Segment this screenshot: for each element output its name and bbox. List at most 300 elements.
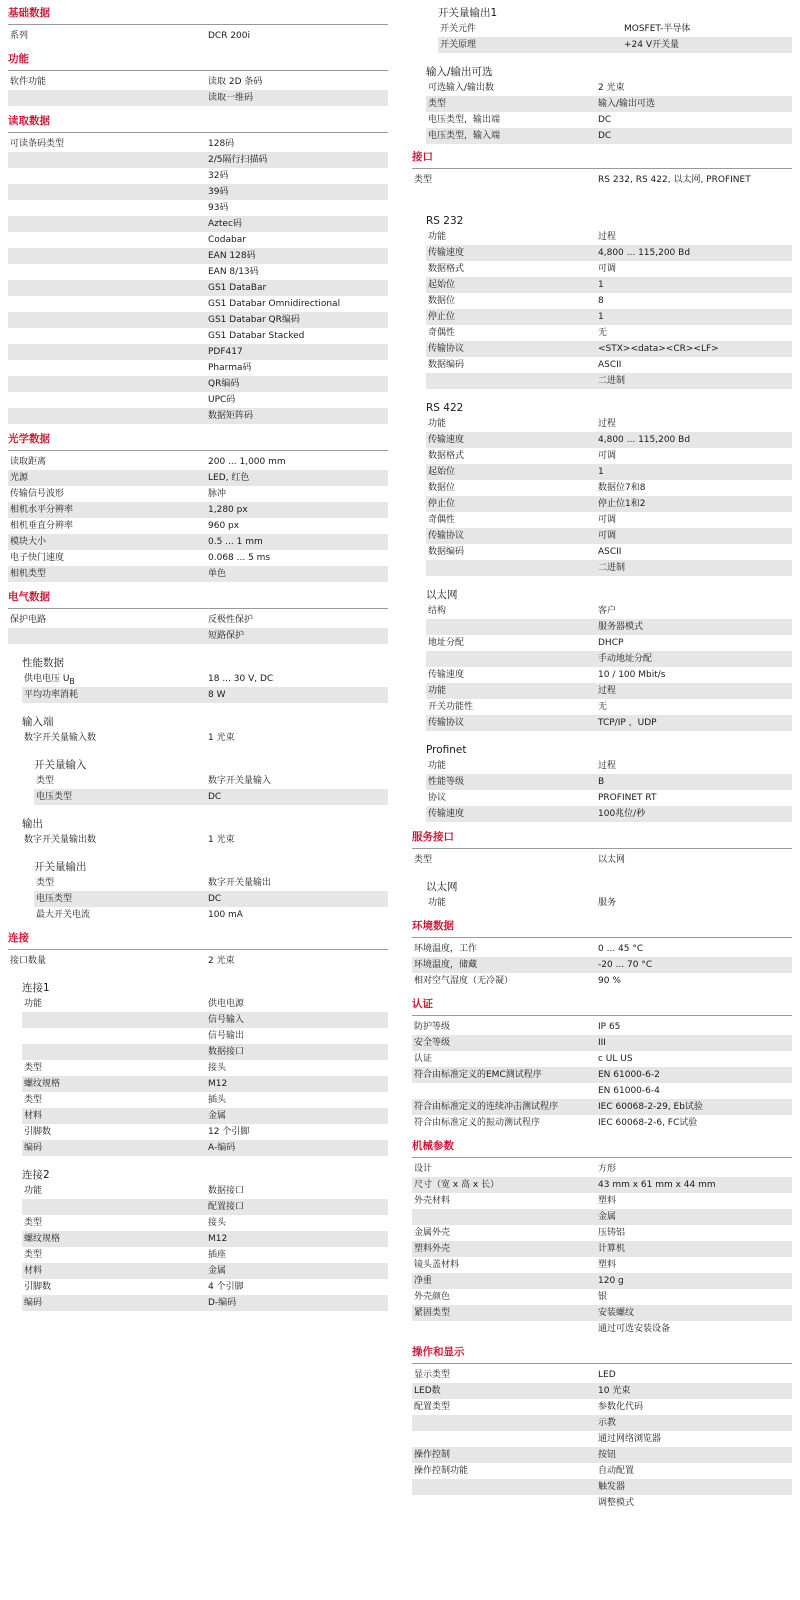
spec-row (412, 1399, 792, 1415)
spec-group (8, 953, 388, 969)
spec-label: 类型 (24, 1218, 43, 1228)
spec-label: 数据编码 (428, 360, 465, 370)
spec-value: GS1 Databar QR编码 (208, 315, 300, 325)
spec-row (22, 1295, 388, 1311)
spec-label (8, 392, 206, 408)
spec-value: 120 g (598, 1276, 624, 1286)
spec-label: 系列 (10, 31, 29, 41)
spec-value: 手动地址分配 (598, 654, 653, 664)
spec-row (426, 341, 792, 357)
spec-row (8, 550, 388, 566)
spec-value: 停止位1和2 (598, 499, 646, 509)
spec-group (412, 852, 792, 868)
spec-value: IP 65 (598, 1022, 621, 1032)
spec-row (8, 470, 388, 486)
spec-row (412, 1305, 792, 1321)
spec-group (412, 1019, 792, 1131)
spec-row (22, 1231, 388, 1247)
spec-group (412, 1161, 792, 1337)
spec-label: 材料 (24, 1111, 43, 1121)
spec-label (412, 1083, 596, 1099)
spec-row (426, 480, 792, 496)
spec-value: 示教 (598, 1418, 617, 1428)
spec-label: 传输信号波形 (10, 489, 65, 499)
spec-label (8, 408, 206, 424)
spec-label: 相机水平分辨率 (10, 505, 74, 515)
spec-label (8, 360, 206, 376)
spec-label: 功能 (428, 686, 447, 696)
spec-row (426, 128, 792, 144)
spec-row (412, 852, 792, 868)
spec-row (22, 1199, 388, 1215)
spec-value: 接头 (208, 1063, 227, 1073)
spec-label: 电子快门速度 (10, 553, 65, 563)
section-title: 环境数据 (412, 919, 792, 938)
spec-group (438, 6, 792, 53)
spec-label (8, 264, 206, 280)
section-title: 功能 (8, 52, 388, 71)
section-title: 认证 (412, 997, 792, 1016)
spec-row (8, 248, 388, 264)
spec-value: 数据位7和8 (598, 483, 646, 493)
spec-row (426, 528, 792, 544)
spec-row (412, 1225, 792, 1241)
spec-row (412, 1415, 792, 1431)
spec-row (412, 1367, 792, 1383)
spec-group (22, 817, 388, 848)
spec-row (412, 1099, 792, 1115)
spec-value: 1 (598, 280, 604, 290)
spec-row (412, 973, 792, 989)
spec-group (22, 656, 388, 703)
group-subtitle: 开关量输入 (34, 759, 87, 771)
spec-value: 可调 (598, 264, 617, 274)
spec-label: 数据格式 (428, 264, 465, 274)
spec-row (426, 432, 792, 448)
spec-label (426, 619, 596, 635)
spec-row (8, 360, 388, 376)
spec-row (34, 891, 388, 907)
spec-value: 插座 (208, 1250, 227, 1260)
spec-row (426, 603, 792, 619)
spec-label: 符合由标准定义的振动测试程序 (414, 1118, 541, 1128)
spec-value: 8 (598, 296, 604, 306)
spec-row (426, 277, 792, 293)
spec-value: IEC 60068-2-29, Eb试验 (598, 1102, 703, 1112)
spec-row (22, 1247, 388, 1263)
spec-value: EAN 8/13码 (208, 267, 259, 277)
spec-label: 奇偶性 (428, 328, 456, 338)
spec-row (8, 216, 388, 232)
spec-row (412, 957, 792, 973)
spec-section (412, 150, 792, 822)
section-title: 机械参数 (412, 1139, 792, 1158)
spec-label: 相对空气湿度（无冷凝） (414, 976, 514, 986)
spec-value: +24 V开关量 (624, 40, 680, 50)
spec-value: 单色 (208, 569, 227, 579)
spec-row (426, 229, 792, 245)
spec-row (426, 560, 792, 576)
right-column (412, 0, 792, 1511)
spec-value: PROFINET RT (598, 793, 657, 803)
spec-row (426, 806, 792, 822)
spec-value: 1,280 px (208, 505, 248, 515)
spec-label (8, 296, 206, 312)
spec-value: 安装螺纹 (598, 1308, 635, 1318)
group-subtitle: 输入端 (22, 716, 54, 728)
spec-section (8, 6, 388, 44)
spec-value: ASCII (598, 547, 622, 557)
spec-label: 奇偶性 (428, 515, 456, 525)
spec-value: 2 光束 (598, 83, 625, 93)
spec-section (412, 1139, 792, 1337)
spec-group (8, 74, 388, 106)
spec-group (22, 715, 388, 746)
spec-row (426, 774, 792, 790)
spec-label: 功能 (24, 1186, 43, 1196)
spec-row (8, 502, 388, 518)
spec-value: 32码 (208, 171, 229, 181)
spec-section (412, 6, 792, 144)
spec-row (8, 486, 388, 502)
spec-row (22, 730, 388, 746)
spec-row (22, 1140, 388, 1156)
spec-value: 8 W (208, 690, 226, 700)
spec-label: 显示类型 (414, 1370, 451, 1380)
spec-label: 编码 (24, 1143, 43, 1153)
spec-row (412, 1161, 792, 1177)
spec-value: 43 mm x 61 mm x 44 mm (598, 1180, 716, 1190)
spec-row (22, 1060, 388, 1076)
spec-row (8, 264, 388, 280)
spec-row (8, 296, 388, 312)
spec-label: 起始位 (428, 280, 456, 290)
spec-label: 类型 (414, 175, 433, 185)
spec-value: 服务 (598, 898, 617, 908)
spec-label: 数据位 (428, 483, 456, 493)
spec-row (426, 635, 792, 651)
spec-row (22, 996, 388, 1012)
spec-row (426, 245, 792, 261)
spec-label (22, 1044, 206, 1060)
spec-value: 数据矩阵码 (208, 411, 254, 421)
spec-row (412, 1495, 792, 1511)
spec-value: 39码 (208, 187, 229, 197)
spec-group (34, 758, 388, 805)
spec-value: Aztec码 (208, 219, 242, 229)
spec-row (22, 1092, 388, 1108)
spec-value: 0.068 ... 5 ms (208, 553, 271, 563)
spec-label (8, 248, 206, 264)
spec-label (412, 1495, 596, 1511)
spec-row (8, 534, 388, 550)
spec-value: 4,800 ... 115,200 Bd (598, 435, 691, 445)
spec-label: 电压类型，输出端 (428, 115, 501, 125)
spec-value: III (598, 1038, 606, 1048)
group-subtitle: Profinet (426, 744, 467, 756)
spec-label (8, 168, 206, 184)
spec-value: TCP/IP ，UDP (598, 718, 657, 728)
spec-label: 电压类型 (36, 894, 73, 904)
spec-value: 可调 (598, 451, 617, 461)
spec-value: 18 ... 30 V, DC (208, 674, 274, 684)
spec-value: 1 (598, 312, 604, 322)
spec-label: 数据格式 (428, 451, 465, 461)
spec-section (8, 590, 388, 923)
spec-value: 金属 (208, 1266, 227, 1276)
spec-value: 128码 (208, 139, 235, 149)
spec-label (22, 1199, 206, 1215)
spec-label: 可读条码类型 (10, 139, 65, 149)
spec-label (412, 1415, 596, 1431)
spec-label (8, 184, 206, 200)
spec-label: 净重 (414, 1276, 433, 1286)
spec-label: 传输速度 (428, 435, 465, 445)
section-title: 电气数据 (8, 590, 388, 609)
spec-label: 外壳材料 (414, 1196, 451, 1206)
spec-value: 1 (598, 467, 604, 477)
spec-row (8, 184, 388, 200)
spec-value: 数据接口 (208, 1047, 245, 1057)
spec-value: LED, 红色 (208, 473, 250, 483)
spec-label: 功能 (24, 999, 43, 1009)
subscript: B (69, 676, 75, 686)
spec-value: IEC 60068-2-6, FC试验 (598, 1118, 698, 1128)
spec-value: 接头 (208, 1218, 227, 1228)
spec-row (412, 1257, 792, 1273)
spec-label: 类型 (24, 1095, 43, 1105)
spec-value: 信号输出 (208, 1031, 245, 1041)
spec-value: 塑料 (598, 1260, 617, 1270)
spec-section (412, 997, 792, 1131)
spec-label: 类型 (36, 878, 55, 888)
spec-value: DC (598, 115, 612, 125)
spec-value: 参数化代码 (598, 1402, 644, 1412)
spec-value: 无 (598, 328, 608, 338)
spec-label: 材料 (24, 1266, 43, 1276)
spec-row (426, 112, 792, 128)
spec-section (8, 432, 388, 582)
spec-label: 数字开关量输出数 (24, 835, 97, 845)
spec-row (8, 628, 388, 644)
spec-label (412, 1321, 596, 1337)
spec-label: 开关功能性 (428, 702, 474, 712)
spec-section (8, 931, 388, 1311)
spec-label: 数据编码 (428, 547, 465, 557)
spec-label (8, 90, 206, 106)
spec-value: 输入/输出可选 (598, 99, 656, 109)
spec-label: 认证 (414, 1054, 433, 1064)
group-subtitle: 开关量输出1 (438, 7, 498, 19)
spec-row (412, 1019, 792, 1035)
spec-group (426, 214, 792, 389)
spec-value: 以太网 (598, 855, 626, 865)
spec-group (22, 981, 388, 1156)
spec-label: 开关元件 (440, 24, 477, 34)
spec-value: 0.5 ... 1 mm (208, 537, 263, 547)
spec-row (426, 667, 792, 683)
spec-label: 功能 (428, 761, 447, 771)
spec-row (426, 309, 792, 325)
spec-value: 按钮 (598, 1450, 617, 1460)
spec-row (22, 1183, 388, 1199)
spec-row (8, 392, 388, 408)
spec-label: 电压类型，输入端 (428, 131, 501, 141)
spec-label (426, 651, 596, 667)
spec-group (8, 136, 388, 424)
spec-label: 相机垂直分辨率 (10, 521, 74, 531)
spec-row (426, 512, 792, 528)
spec-value: 数字开关量输出 (208, 878, 272, 888)
spec-row (34, 875, 388, 891)
spec-value: 数字开关量输入 (208, 776, 272, 786)
spec-row (412, 1067, 792, 1083)
spec-label: 供电电压 $U_B$ (24, 674, 75, 686)
spec-group (426, 743, 792, 822)
spec-row (8, 280, 388, 296)
spec-value: 0 ... 45 °C (598, 944, 644, 954)
spec-label: 类型 (36, 776, 55, 786)
spec-value: 过程 (598, 419, 617, 429)
spec-label: 类型 (414, 855, 433, 865)
group-subtitle: RS 232 (426, 215, 464, 227)
spec-value: 计算机 (598, 1244, 626, 1254)
spec-group (412, 941, 792, 989)
spec-label: 电压类型 (36, 792, 73, 802)
spec-row (412, 1479, 792, 1495)
spec-row (22, 1263, 388, 1279)
section-title: 光学数据 (8, 432, 388, 451)
spec-row (8, 612, 388, 628)
spec-row (8, 454, 388, 470)
spec-value: 93码 (208, 203, 229, 213)
spec-row (8, 344, 388, 360)
section-title: 连接 (8, 931, 388, 950)
spec-value: c UL US (598, 1054, 633, 1064)
spec-row (412, 1035, 792, 1051)
spec-row (426, 80, 792, 96)
section-title: 接口 (412, 150, 792, 169)
spec-value: PDF417 (208, 347, 243, 357)
spec-label: 保护电路 (10, 615, 47, 625)
spec-row (426, 699, 792, 715)
spec-value: 短路保护 (208, 631, 245, 641)
spec-label: 符合由标准定义的EMC测试程序 (414, 1070, 542, 1080)
spec-label: 数据位 (428, 296, 456, 306)
spec-value: 二进制 (598, 563, 626, 573)
spec-row (438, 21, 792, 37)
group-subtitle: 连接1 (22, 982, 50, 994)
spec-row (8, 953, 388, 969)
spec-row (412, 1289, 792, 1305)
group-subtitle: 开关量输出 (34, 861, 87, 873)
spec-value: RS 232, RS 422, 以太网, PROFINET (598, 175, 751, 185)
spec-row (412, 1431, 792, 1447)
spec-value: 10 光束 (598, 1386, 631, 1396)
spec-label: 环境温度，储藏 (414, 960, 478, 970)
group-subtitle: 输入/输出可选 (426, 66, 493, 78)
spec-row (426, 448, 792, 464)
spec-label: 传输速度 (428, 809, 465, 819)
spec-section (8, 52, 388, 106)
spec-row (426, 357, 792, 373)
spec-row (426, 325, 792, 341)
spec-value: 数据接口 (208, 1186, 245, 1196)
spec-label (412, 1209, 596, 1225)
spec-label: 结构 (428, 606, 447, 616)
spec-label: 软件功能 (10, 77, 47, 87)
spec-value: -20 ... 70 °C (598, 960, 653, 970)
spec-value: 2 光束 (208, 956, 235, 966)
spec-label: 引脚数 (24, 1282, 52, 1292)
spec-label: 协议 (428, 793, 447, 803)
spec-value: 供电电源 (208, 999, 245, 1009)
spec-row (426, 373, 792, 389)
spec-label: 编码 (24, 1298, 43, 1308)
spec-row (412, 1321, 792, 1337)
spec-row (426, 544, 792, 560)
spec-value: 客户 (598, 606, 617, 616)
spec-row (8, 28, 388, 44)
spec-value: LED (598, 1370, 616, 1380)
spec-row (426, 651, 792, 667)
group-subtitle: 以太网 (426, 589, 458, 601)
spec-value: 读取一维码 (208, 93, 254, 103)
spec-row (22, 687, 388, 703)
spec-row (426, 683, 792, 699)
spec-label (8, 628, 206, 644)
spec-label: 引脚数 (24, 1127, 52, 1137)
spec-row (22, 832, 388, 848)
spec-label: 传输速度 (428, 670, 465, 680)
spec-group (426, 588, 792, 731)
spec-row (8, 408, 388, 424)
spec-label: 安全等级 (414, 1038, 451, 1048)
spec-value: 100 mA (208, 910, 243, 920)
spec-row (438, 37, 792, 53)
spec-row (426, 715, 792, 731)
group-subtitle: 性能数据 (22, 657, 64, 669)
spec-label (22, 1028, 206, 1044)
spec-value: 可调 (598, 515, 617, 525)
spec-value: 配置接口 (208, 1202, 245, 1212)
spec-row (412, 1083, 792, 1099)
spec-row (412, 941, 792, 957)
spec-row (412, 1177, 792, 1193)
left-column (8, 0, 388, 1311)
spec-label: 金属外壳 (414, 1228, 451, 1238)
spec-label: 传输协议 (428, 531, 465, 541)
spec-label: 操作控制 (414, 1450, 451, 1460)
spec-row (8, 312, 388, 328)
spec-group (426, 880, 792, 911)
spec-label: 最大开关电流 (36, 910, 91, 920)
group-subtitle: 以太网 (426, 881, 458, 893)
spec-value: 二进制 (598, 376, 626, 386)
spec-label (8, 200, 206, 216)
spec-group (426, 65, 792, 144)
spec-row (426, 261, 792, 277)
spec-row (8, 200, 388, 216)
spec-label (412, 1479, 596, 1495)
spec-row (8, 74, 388, 90)
spec-row (412, 1447, 792, 1463)
spec-value: M12 (208, 1234, 228, 1244)
spec-value: 4,800 ... 115,200 Bd (598, 248, 691, 258)
spec-label: 光源 (10, 473, 29, 483)
spec-row (412, 1115, 792, 1131)
spec-label: 起始位 (428, 467, 456, 477)
